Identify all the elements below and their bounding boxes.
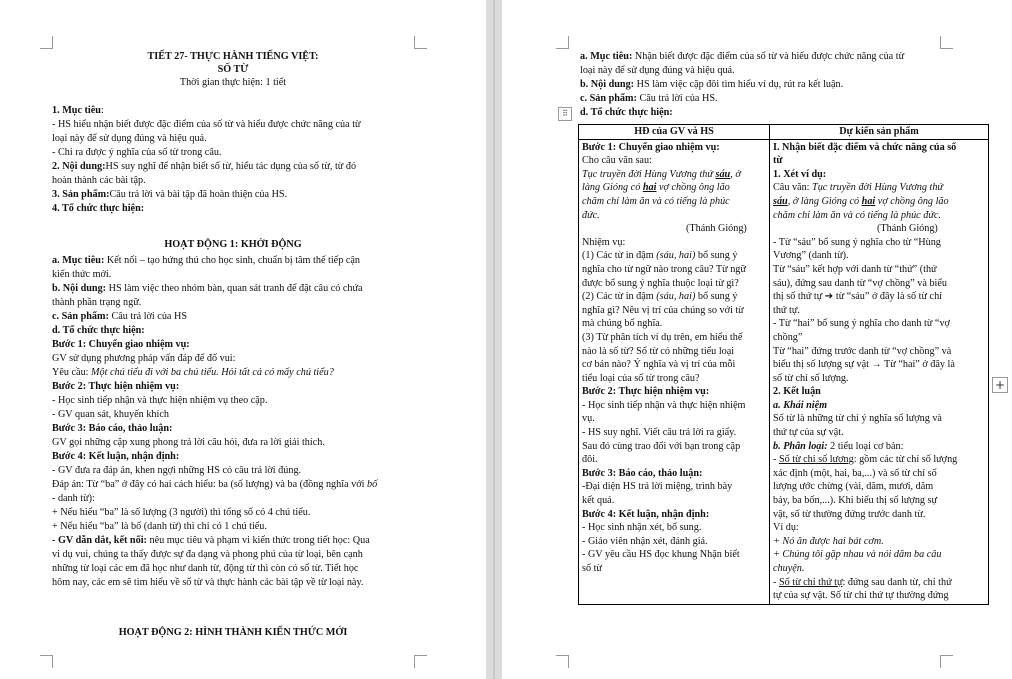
cell-line: 2 tiểu loại cơ bản: bbox=[827, 440, 904, 452]
step2-heading: Bước 2: Thực hiện nhiệm vụ: bbox=[52, 381, 180, 392]
step2-heading: Bước 2: Thực hiện nhiệm vụ: bbox=[582, 386, 710, 398]
quote-part: Tục truyền đời Hùng Vương thứ bbox=[582, 168, 716, 180]
step1-req-label: Yêu cầu: bbox=[52, 367, 92, 378]
lesson-title: TIẾT 27- THỰC HÀNH TIẾNG VIỆT: bbox=[147, 51, 319, 62]
gv-line: vi dụ vui, chúng ta thấy được sự đa dạng và phong phú của từ loại, bên cạnh bbox=[52, 549, 363, 560]
quote-line: chăm chỉ làm ăn và có tiếng là phúc bbox=[582, 195, 730, 207]
cell-line: nào là số từ? Số từ có những tiểu loại bbox=[582, 345, 735, 357]
step1-heading: Bước 1: Chuyển giao nhiệm vụ: bbox=[52, 339, 190, 350]
cell-line: chồng” bbox=[773, 331, 803, 343]
step1-riddle: Một chú tiểu đi với ba chú tiểu. Hỏi tất cả có mấy chú tiểu? bbox=[91, 367, 334, 378]
crop-mark bbox=[556, 655, 569, 668]
cell-line: vụ. bbox=[582, 413, 595, 425]
gv-line: những từ loại các em đã học như danh từ, động từ thì còn có số từ. Tiết học bbox=[52, 563, 359, 574]
cell-line: bổ sung ý bbox=[695, 250, 738, 262]
cell-line: : gồm các từ chỉ số lượng bbox=[853, 454, 958, 466]
crop-mark bbox=[414, 36, 427, 49]
crop-mark bbox=[40, 36, 53, 49]
c-text: Câu trả lời của HS bbox=[111, 311, 188, 322]
step4-line: + Nếu hiểu “ba” là số lượng (3 người) thì tổng số có 4 chú tiểu. bbox=[52, 507, 311, 518]
crop-mark bbox=[940, 36, 953, 49]
cell-line: - Học sinh nhận xét, bổ sung. bbox=[582, 522, 702, 534]
subsection-heading: a. Khái niệm bbox=[773, 399, 828, 411]
step4-line: - GV đưa ra đáp án, khen ngợi những HS có câu trả lời đúng. bbox=[52, 465, 302, 476]
cell-line: - Giáo viên nhận xét, đánh giá. bbox=[582, 535, 708, 547]
cell-underline: Số từ chỉ số lượng bbox=[778, 454, 854, 466]
cell-line: kết quả. bbox=[582, 495, 615, 507]
b-text: HS làm việc cặp đôi tìm hiểu ví dụ, rút ra kết luận. bbox=[634, 79, 844, 90]
sec2-line: hoàn thành các bài tập. bbox=[52, 175, 146, 186]
cell-line: Sau đó cùng trao đổi với bạn trong cặp bbox=[582, 440, 741, 452]
c-text: Câu trả lời của HS. bbox=[636, 93, 718, 104]
b-label: b. Nội dung: bbox=[52, 283, 107, 294]
cell-line: - GV yêu cầu HS đọc khung Nhận biết bbox=[582, 549, 740, 561]
cell-line: - HS suy nghĩ. Viết câu trả lời ra giấy. bbox=[582, 427, 737, 439]
quote-source: (Thánh Gióng) bbox=[686, 223, 747, 235]
document-page-left bbox=[0, 0, 486, 679]
sec1-line: - Chỉ ra được ý nghĩa của số từ trong câu. bbox=[52, 147, 222, 158]
step4-line: + Nếu hiểu “ba” là bố (danh từ) thì chỉ có 1 chú tiểu. bbox=[52, 521, 267, 532]
cell-underline: Số từ chỉ thứ tự bbox=[778, 576, 843, 588]
add-column-plus-icon[interactable]: + bbox=[992, 377, 1008, 393]
cell-line: - Từ “sáu” bổ sung ý nghĩa cho từ “Hùng bbox=[773, 236, 941, 248]
page-gutter bbox=[486, 0, 502, 679]
sec3-text: Câu trả lời và bài tập đã hoàn thiện của HS. bbox=[109, 189, 288, 200]
cell-line: (1) Các từ in đậm bbox=[582, 250, 657, 262]
classify-label: b. Phân loại: bbox=[773, 440, 828, 452]
quote-part: , ở làng Gióng có bbox=[787, 195, 862, 207]
table-cell-activities[interactable] bbox=[579, 139, 770, 604]
cell-line: (3) Từ phân tích ví dụ trên, em hiểu thế bbox=[582, 331, 743, 343]
gv-line: hôm nay, các em sẽ tìm hiểu về số từ và thực hành các bài tập về từ loại này. bbox=[52, 577, 364, 588]
table-move-handle-icon[interactable]: ⠿ bbox=[558, 107, 572, 121]
example-line: + Chúng tôi gặp nhau và nói dăm ba câu bbox=[773, 549, 942, 561]
cell-line: nghĩa gì? Nêu vị trí của chúng so với từ bbox=[582, 304, 744, 316]
cell-line: - Từ “hai” bổ sung ý nghĩa cho danh từ “vợ bbox=[773, 318, 950, 330]
subsection-heading: 1. Xét ví dụ: bbox=[773, 168, 827, 180]
cell-line: Từ “sáu” kết hợp với danh từ “thứ” (thứ bbox=[773, 263, 937, 275]
cell-line: lượng ước chừng (vài, dăm, mươi, dăm bbox=[773, 481, 934, 493]
b-label: b. Nội dung: bbox=[580, 79, 635, 90]
cell-line: -Đại diện HS trả lời miệng, trình bày bbox=[582, 481, 733, 493]
cell-line: sáu), đứng sau danh từ “vợ chồng” và biểu bbox=[773, 277, 948, 289]
cell-line: số từ bbox=[582, 563, 602, 574]
step3-heading: Bước 3: Báo cáo, thảo luận: bbox=[582, 467, 703, 479]
cell-line: bảy, ba bốn,...). Khi biểu thị số lượng sự bbox=[773, 495, 938, 507]
quote-part: vợ chồng ông lão bbox=[656, 182, 730, 194]
cell-line: (2) Các từ in đậm bbox=[582, 291, 657, 303]
crop-mark bbox=[414, 655, 427, 668]
cell-line: Ví dụ: bbox=[773, 522, 799, 534]
cell-line: Vương” (danh từ). bbox=[773, 250, 849, 262]
activity2-header bbox=[580, 50, 980, 120]
cell-line: bổ sung ý bbox=[695, 291, 738, 303]
b-line: thành phần trạng ngữ. bbox=[52, 297, 142, 308]
subsection-heading: 2. Kết luận bbox=[773, 386, 821, 398]
example-line: + Nó ăn được hai bát cơm. bbox=[773, 535, 884, 547]
quote-line: chăm chỉ làm ăn và có tiếng là phúc đức. bbox=[773, 209, 941, 221]
cell-line: xác định (một, hai, ba,...) và số từ chỉ số bbox=[773, 467, 937, 479]
cell-line: Từ “hai” đứng trước danh từ “vợ chồng” và bbox=[773, 345, 952, 357]
a-text: Kết nối – tạo hứng thú cho học sinh, chuẩn bị tâm thế tiếp cận bbox=[106, 255, 360, 266]
cell-line: đôi. bbox=[582, 454, 598, 466]
crop-mark bbox=[40, 655, 53, 668]
d-label: d. Tổ chức thực hiện: bbox=[580, 107, 673, 118]
sec1-line: - HS hiểu nhận biết được đặc điểm của số từ và hiểu được chức năng của từ bbox=[52, 119, 361, 130]
table-cell-products[interactable] bbox=[770, 139, 989, 604]
task-label: Nhiệm vụ: bbox=[582, 236, 626, 248]
step3-heading: Bước 3: Báo cáo, thảo luận: bbox=[52, 423, 173, 434]
activity2-title: HOẠT ĐỘNG 2: HÌNH THÀNH KIẾN THỨC MỚI bbox=[118, 627, 348, 638]
step1-line: GV sử dụng phương pháp vấn đáp để đố vui: bbox=[52, 353, 236, 364]
cell-line: vật, số từ thường đứng trước danh từ. bbox=[773, 508, 926, 520]
a-text: Nhận biết được đặc điểm của số từ và hiểu được chức năng của từ bbox=[632, 51, 905, 62]
step3-line: GV gọi những cặp xung phong trả lời câu hỏi, đưa ra lời giải thích. bbox=[52, 437, 325, 448]
cell-italic: Tục truyền đời Hùng Vương thứ bbox=[812, 182, 943, 194]
gv-text: nêu mục tiêu và phạm vi kiến thức trong tiết học: Qua bbox=[146, 535, 370, 546]
c-label: c. Sản phẩm: bbox=[52, 311, 109, 322]
lesson-plan-table bbox=[578, 124, 989, 605]
cell-line: thứ tự. bbox=[773, 304, 800, 316]
sec3-label: 3. Sản phẩm: bbox=[52, 189, 110, 200]
cell-line: Số từ là những từ chỉ ý nghĩa số lượng và bbox=[773, 413, 942, 425]
quote-part: vợ chồng ông lão bbox=[875, 195, 949, 207]
cell-line: - bbox=[773, 576, 779, 588]
activity1-body bbox=[52, 254, 414, 590]
cell-line: được bổ sung ý nghĩa thuộc loại từ gì? bbox=[582, 277, 739, 289]
cell-line: tiểu loại của số từ trong câu? bbox=[582, 372, 700, 384]
a-line: kiến thức mới. bbox=[52, 269, 112, 280]
step4-line: - danh từ): bbox=[52, 493, 95, 504]
example-line: chuyện. bbox=[773, 563, 805, 574]
lesson-header bbox=[40, 50, 426, 89]
b-text: HS làm việc theo nhóm bàn, quan sát tranh để đặt câu có chứa bbox=[108, 283, 363, 294]
cell-line: Câu văn: bbox=[773, 182, 813, 194]
cell-line: - bbox=[773, 454, 779, 466]
cell-line: : đứng sau danh từ, chỉ thứ bbox=[842, 576, 952, 588]
step2-line: - Học sinh tiếp nhận và thực hiện nhiệm vụ theo cặp. bbox=[52, 395, 268, 406]
table-header-activities: HĐ của GV và HS bbox=[579, 125, 770, 140]
quote-bold: hai bbox=[861, 195, 876, 207]
quote-bold: hai bbox=[642, 182, 657, 194]
quote-bold: sáu bbox=[715, 168, 731, 180]
crop-mark bbox=[940, 655, 953, 668]
sec2-label: 2. Nội dung: bbox=[52, 161, 106, 172]
table-header-products: Dự kiến sản phẩm bbox=[770, 125, 989, 140]
cell-line: mà chúng bổ nghĩa. bbox=[582, 318, 663, 330]
sec4-label: 4. Tổ chức thực hiện: bbox=[52, 203, 145, 214]
section-heading: từ bbox=[773, 155, 783, 167]
a-label: a. Mục tiêu: bbox=[52, 255, 105, 266]
cell-italic: (sáu, hai) bbox=[656, 250, 696, 262]
lesson-subtitle: SỐ TỪ bbox=[217, 64, 249, 75]
cell-line: cơ bản nào? Ý nghĩa và vị trí của mỗi bbox=[582, 359, 736, 371]
step2-line: - GV quan sát, khuyến khích bbox=[52, 409, 169, 420]
quote-source: (Thánh Gióng) bbox=[877, 223, 938, 235]
a-label: a. Mục tiêu: bbox=[580, 51, 633, 62]
activity1-title: HOẠT ĐỘNG 1: KHỞI ĐỘNG bbox=[164, 239, 302, 250]
crop-mark bbox=[556, 36, 569, 49]
gv-label: - GV dẫn dắt, kết nối: bbox=[52, 535, 147, 546]
lesson-time: Thời gian thực hiện: 1 tiết bbox=[179, 77, 287, 88]
document-page-right bbox=[502, 0, 1012, 679]
cell-italic: (sáu, hai) bbox=[656, 291, 696, 303]
step4-heading: Bước 4: Kết luận, nhận định: bbox=[52, 451, 180, 462]
objectives-block: 1. Mục tiêu: - HS hiểu nhận biết được đặc điểm của số từ và hiểu được chức năng của từ loại này để sử dụng đúng và hiệu quả. - Chỉ ra được ý nghĩa của số từ trong câu. 2. Nội dung:HS suy nghĩ để nhận biết số từ, hiểu tác dụng của số từ, từ đó hoàn thành các bài tập. 3. Sản phẩm:Câu trả lời và bài tập đã hoàn thiện của HS. 4. Tổ chức thực hiện: bbox=[52, 104, 414, 216]
step1-heading: Bước 1: Chuyển giao nhiệm vụ: bbox=[582, 141, 720, 153]
quote-bold: sáu bbox=[773, 195, 788, 207]
cell-line: Cho câu văn sau: bbox=[582, 155, 652, 167]
step4-heading: Bước 4: Kết luận, nhận định: bbox=[582, 508, 710, 520]
cell-line: biểu thị số lượng sự vật → Từ “hai” ở đây là bbox=[773, 359, 955, 371]
d-label: d. Tổ chức thực hiện: bbox=[52, 325, 145, 336]
quote-part: , ở bbox=[730, 168, 741, 180]
section-heading: I. Nhận biết đặc điểm và chức năng của số bbox=[773, 141, 957, 153]
cell-line: thị số thứ tự ➔ từ “sáu” ở đây là số từ chỉ bbox=[773, 291, 942, 303]
step4-answer-italic: bố bbox=[367, 479, 378, 490]
step4-answer: Đáp án: Từ “ba” ở đây có hai cách hiểu: ba (số lượng) và ba (đồng nghĩa với bbox=[52, 479, 367, 490]
cell-line: số từ chỉ số lượng. bbox=[773, 372, 849, 384]
c-label: c. Sản phẩm: bbox=[580, 93, 637, 104]
cell-line: tự của sự vật. Số từ chỉ thứ tự thường đứng bbox=[773, 590, 949, 602]
sec1-line: loại này để sử dụng đúng và hiệu quả. bbox=[52, 133, 207, 144]
quote-line: đức. bbox=[582, 209, 600, 221]
sec2-text: HS suy nghĩ để nhận biết số từ, hiểu tác dụng của số từ, từ đó bbox=[105, 161, 357, 172]
cell-line: nghĩa cho từ ngữ nào trong câu? Từ ngữ bbox=[582, 263, 746, 275]
quote-part: làng Gióng có bbox=[582, 182, 643, 194]
cell-line: thứ tự của sự vật. bbox=[773, 427, 844, 439]
sec1-label: 1. Mục tiêu bbox=[52, 105, 101, 116]
a-line: loại này để sử dụng đúng và hiệu quả. bbox=[580, 65, 735, 76]
cell-line: - Học sinh tiếp nhận và thực hiện nhiệm bbox=[582, 399, 746, 411]
